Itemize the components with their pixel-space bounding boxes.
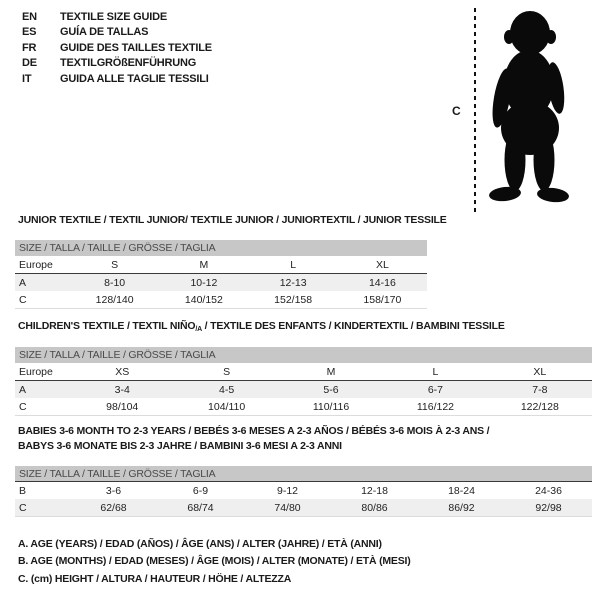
language-row-en bbox=[22, 10, 212, 25]
size-cell: XS bbox=[115, 365, 130, 378]
legend-note-a: A. AGE (YEARS) / EDAD (AÑOS) / ÂGE (ANS) / ALTER (JAHRE) / ETÀ (ANNI) bbox=[18, 538, 382, 550]
height-cell: 80/86 bbox=[361, 501, 388, 514]
size-cell: S bbox=[223, 365, 231, 378]
junior-table-title: JUNIOR TEXTILE / TEXTIL JUNIOR/ TEXTILE JUNIOR / JUNIORTEXTIL / JUNIOR TESSILE bbox=[18, 214, 447, 226]
height-cell: 110/116 bbox=[312, 400, 350, 413]
row-label: Europe bbox=[19, 365, 53, 378]
age-cell: 10-12 bbox=[190, 276, 218, 289]
height-measure-label: C bbox=[452, 104, 461, 118]
language-code: DE bbox=[22, 57, 37, 70]
language-label: GUIDE DES TAILLES TEXTILE bbox=[60, 41, 212, 54]
size-cell: S bbox=[111, 258, 119, 271]
row-label: Europe bbox=[19, 258, 53, 271]
language-list bbox=[22, 10, 212, 87]
table-row bbox=[15, 274, 427, 291]
table-row bbox=[15, 291, 427, 308]
size-cell: XL bbox=[533, 365, 547, 378]
language-label: GUÍA DE TALLAS bbox=[60, 26, 149, 39]
language-code: IT bbox=[22, 72, 32, 85]
row-label: B bbox=[19, 484, 27, 497]
size-header-bar: SIZE / TALLA / TAILLE / GRÖSSE / TAGLIA bbox=[15, 347, 592, 363]
age-cell: 12-18 bbox=[361, 484, 388, 497]
age-cell: 4-5 bbox=[219, 383, 235, 396]
row-label: C bbox=[19, 293, 27, 306]
language-row-de bbox=[22, 56, 212, 71]
legend-note-b: B. AGE (MONTHS) / EDAD (MESES) / ÂGE (MOIS) / ALTER (MONATE) / ETÀ (MESI) bbox=[18, 555, 411, 568]
height-cell: 104/110 bbox=[208, 400, 246, 413]
age-cell: 18-24 bbox=[448, 484, 475, 497]
age-cell: 6-7 bbox=[427, 383, 444, 396]
height-cell: 62/68 bbox=[100, 501, 127, 514]
size-cell: M bbox=[326, 365, 336, 378]
baby-right-leg bbox=[534, 129, 555, 191]
height-cell: 68/74 bbox=[187, 501, 214, 514]
children-table bbox=[15, 347, 592, 416]
row-label: C bbox=[19, 501, 27, 514]
size-header-bar: SIZE / TALLA / TAILLE / GRÖSSE / TAGLIA bbox=[15, 240, 427, 256]
baby-left-leg bbox=[505, 129, 526, 191]
table-row bbox=[15, 499, 592, 516]
age-cell: 6-9 bbox=[192, 484, 209, 497]
age-cell: 3-6 bbox=[105, 484, 122, 497]
height-cell: 74/80 bbox=[274, 501, 301, 514]
language-row-it bbox=[22, 72, 212, 87]
height-cell: 128/140 bbox=[95, 293, 134, 306]
table-row bbox=[15, 482, 592, 499]
babies-title-line2: BABYS 3-6 MONATE BIS 2-3 JAHRE / BAMBINI 3-6 MESI A 2-3 ANNI bbox=[18, 440, 342, 452]
table-row bbox=[15, 381, 592, 398]
legend-note-c: C. (cm) HEIGHT / ALTURA / HAUTEUR / HÖHE / ALTEZZA bbox=[18, 572, 292, 585]
children-title-post: / TEXTILE DES ENFANTS / KINDERTEXTIL / BAMBINI TESSILE bbox=[201, 320, 505, 332]
language-code: EN bbox=[22, 11, 37, 23]
height-dashed-line bbox=[474, 8, 476, 212]
age-cell: 24-36 bbox=[535, 484, 562, 497]
age-cell: 8-10 bbox=[104, 276, 126, 289]
table-row bbox=[15, 398, 592, 415]
baby-head bbox=[510, 11, 550, 55]
height-cell: 116/122 bbox=[416, 400, 455, 413]
children-title-subscript: /A bbox=[195, 326, 202, 333]
size-header-bar: SIZE / TALLA / TAILLE / GRÖSSE / TAGLIA bbox=[15, 466, 592, 482]
language-code: ES bbox=[22, 26, 37, 39]
age-cell: 9-12 bbox=[276, 484, 298, 497]
language-row-fr bbox=[22, 41, 212, 56]
language-code: FR bbox=[22, 41, 37, 54]
age-cell: 14-16 bbox=[368, 276, 396, 289]
children-table-title bbox=[18, 320, 505, 333]
language-row-es bbox=[22, 25, 212, 40]
height-cell: 92/98 bbox=[535, 501, 562, 514]
row-label: A bbox=[19, 383, 27, 396]
height-cell: 86/92 bbox=[448, 501, 475, 514]
age-cell: 12-13 bbox=[279, 276, 307, 289]
language-label: GUIDA ALLE TAGLIE TESSILI bbox=[60, 72, 209, 85]
size-cell: L bbox=[290, 258, 297, 271]
legend-notes bbox=[18, 536, 411, 588]
size-cell: XL bbox=[375, 258, 389, 271]
children-title-pre: CHILDREN'S TEXTILE / TEXTIL NIÑO bbox=[18, 320, 196, 332]
row-label: C bbox=[19, 400, 27, 413]
language-label: TEXTILGRÖßENFÜHRUNG bbox=[60, 57, 197, 70]
row-label: A bbox=[19, 276, 27, 289]
table-row bbox=[15, 363, 592, 381]
height-cell: 158/170 bbox=[363, 293, 402, 306]
age-cell: 5-6 bbox=[323, 383, 339, 396]
height-cell: 98/104 bbox=[106, 400, 139, 413]
age-cell: 3-4 bbox=[114, 383, 130, 396]
junior-table bbox=[15, 240, 427, 309]
height-cell: 140/152 bbox=[184, 293, 223, 306]
height-cell: 122/128 bbox=[520, 400, 559, 413]
height-cell: 152/158 bbox=[274, 293, 313, 306]
babies-title-line1: BABIES 3-6 MONTH TO 2-3 YEARS / BEBÉS 3-6 MESES A 2-3 AÑOS / BÉBÉS 3-6 MOIS À 2-3 ANS / bbox=[18, 425, 490, 437]
baby-silhouette bbox=[483, 8, 575, 208]
size-cell: L bbox=[432, 365, 439, 378]
table-row bbox=[15, 256, 427, 274]
language-label: TEXTILE SIZE GUIDE bbox=[60, 11, 168, 23]
size-cell: M bbox=[199, 258, 209, 271]
babies-table bbox=[15, 466, 592, 517]
babies-table-title bbox=[18, 424, 489, 454]
age-cell: 7-8 bbox=[532, 383, 548, 396]
